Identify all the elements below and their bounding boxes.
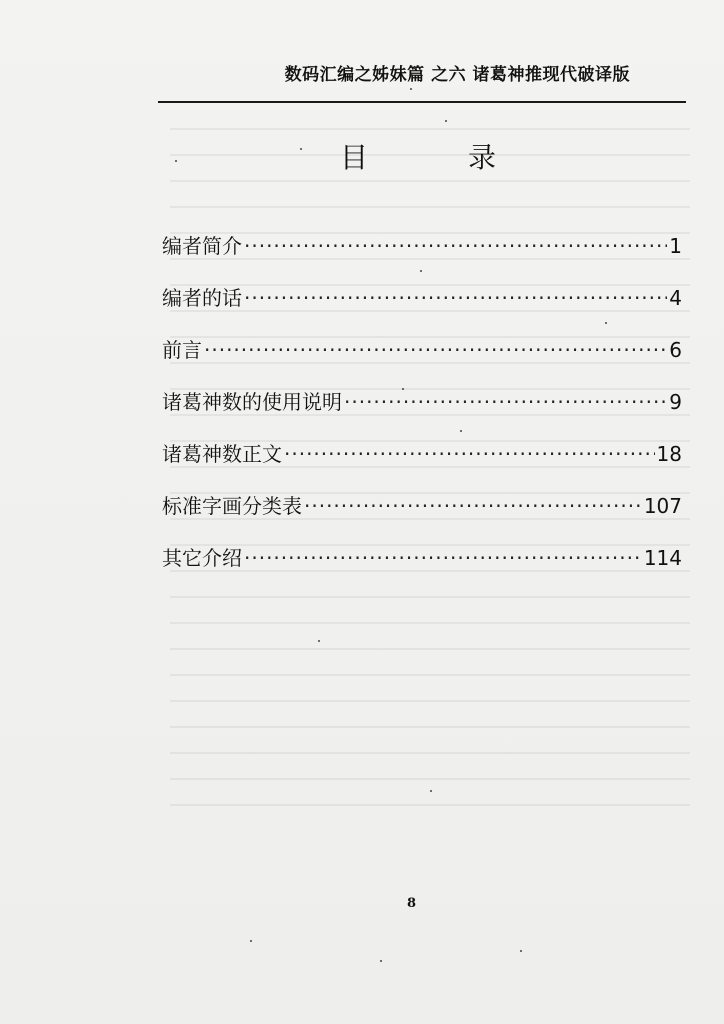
toc-entry	[162, 282, 682, 334]
toc-dot-leader	[244, 546, 642, 570]
toc-entry	[162, 438, 682, 490]
toc-entry-page: 4	[669, 286, 682, 310]
scan-speck	[318, 640, 320, 642]
toc-dot-leader	[344, 390, 667, 414]
toc-entry-page: 9	[669, 390, 682, 414]
toc-entry-label: 前言	[162, 338, 202, 362]
scan-speck	[520, 950, 522, 952]
toc-entry	[162, 386, 682, 438]
running-header-title: 数码汇编之姊妹篇 之六 诸葛神推现代破译版	[284, 65, 630, 85]
toc-entry-label: 其它介绍	[162, 546, 242, 570]
toc-entry	[162, 230, 682, 282]
toc-entry-label: 诸葛神数的使用说明	[162, 390, 342, 414]
toc-dot-leader	[244, 286, 667, 310]
toc-dot-leader	[204, 338, 667, 362]
toc-dot-leader	[244, 234, 667, 258]
scan-speck	[605, 322, 607, 324]
header-rule	[158, 101, 686, 103]
toc-entry-label: 编者的话	[162, 286, 242, 310]
toc-entry	[162, 334, 682, 386]
toc-entry-page: 6	[669, 338, 682, 362]
scan-speck	[445, 120, 447, 122]
scan-speck	[430, 790, 432, 792]
scan-speck	[380, 960, 382, 962]
toc-list	[162, 230, 682, 594]
toc-entry-label: 诸葛神数正文	[162, 442, 282, 466]
scan-speck	[460, 430, 462, 432]
scan-speck	[175, 160, 177, 162]
toc-entry-label: 标准字画分类表	[162, 494, 302, 518]
scan-speck	[410, 88, 412, 90]
toc-dot-leader	[304, 494, 642, 518]
toc-entry	[162, 542, 682, 594]
scan-speck	[402, 388, 404, 390]
toc-entry-page: 114	[643, 546, 682, 570]
toc-heading: 目录	[340, 141, 597, 174]
toc-entry-label: 编者简介	[162, 234, 242, 258]
toc-entry-page: 18	[656, 442, 682, 466]
toc-entry	[162, 490, 682, 542]
page-number: 8	[407, 896, 417, 911]
toc-entry-page: 107	[643, 494, 682, 518]
scan-speck	[250, 940, 252, 942]
scan-speck	[420, 270, 422, 272]
toc-entry-page: 1	[669, 234, 682, 258]
toc-dot-leader	[284, 442, 655, 466]
scan-speck	[300, 148, 302, 150]
